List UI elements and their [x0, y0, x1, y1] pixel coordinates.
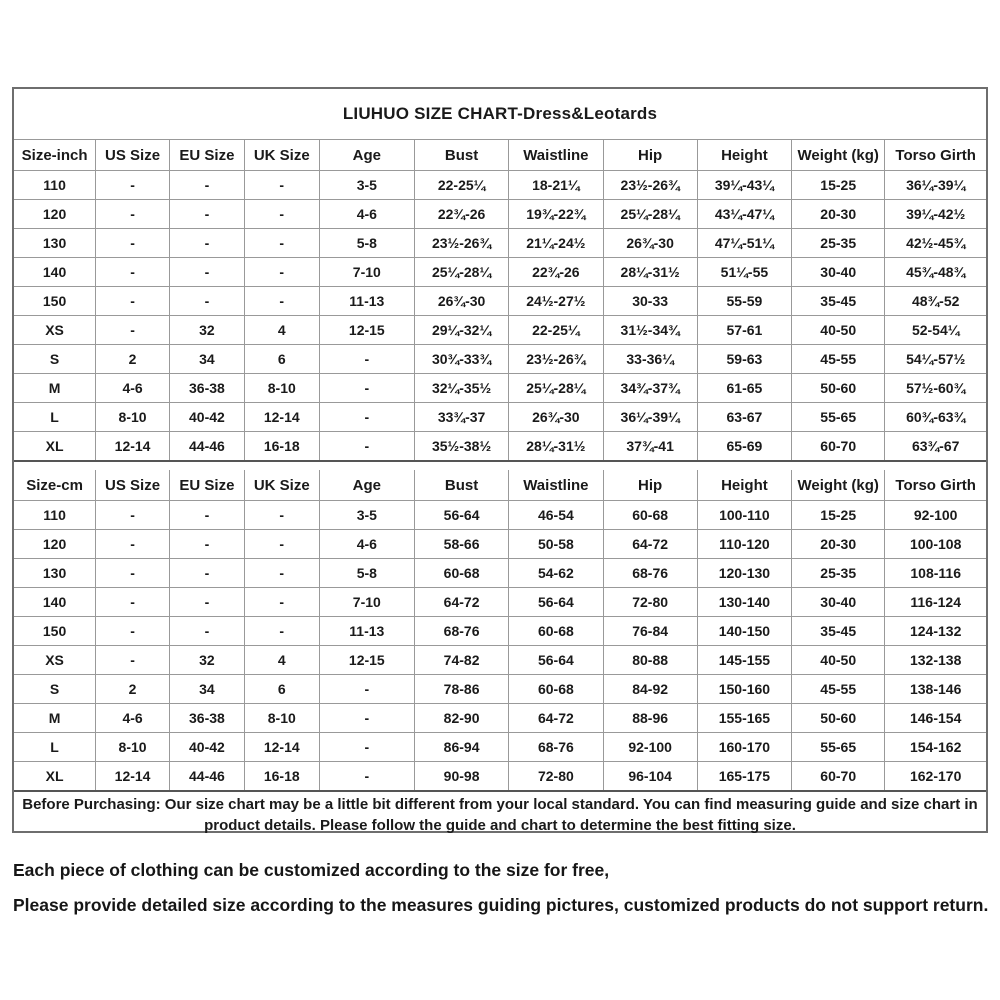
table-cell: 45-55: [792, 345, 885, 374]
table-cell: 154-162: [885, 733, 986, 762]
table-cell: 55-59: [697, 287, 791, 316]
table-cell: -: [96, 287, 170, 316]
table-row: [14, 559, 986, 588]
table-cell: 2: [96, 675, 170, 704]
table-cell: 28¼-31½: [509, 432, 603, 462]
table-cell: 116-124: [885, 588, 986, 617]
table-cell: 63-67: [697, 403, 791, 432]
table-cell: 92-100: [603, 733, 697, 762]
table-cell: 56-64: [414, 501, 508, 530]
column-header: Height: [697, 470, 791, 501]
table-cell: -: [96, 588, 170, 617]
table-row: [14, 501, 986, 530]
table-cell: 12-15: [319, 646, 414, 675]
table-cell: -: [96, 530, 170, 559]
table-cell: 46-54: [509, 501, 603, 530]
table-cell: 34: [170, 675, 245, 704]
table-cell: -: [170, 287, 245, 316]
table-cell: 60-70: [792, 762, 885, 792]
table-cell: 12-15: [319, 316, 414, 345]
column-header: Waistline: [509, 470, 603, 501]
table-cell: -: [170, 171, 245, 200]
table-cell: -: [319, 675, 414, 704]
table-cell: 32¼-35½: [414, 374, 508, 403]
table-cell: 25-35: [792, 559, 885, 588]
table-cell: 150: [14, 617, 96, 646]
column-header: UK Size: [244, 140, 319, 171]
table-cell: 25¼-28¼: [603, 200, 697, 229]
table-cell: 36-38: [170, 374, 245, 403]
table-cell: -: [244, 559, 319, 588]
size-cm-header-row: [14, 470, 986, 501]
table-cell: 65-69: [697, 432, 791, 462]
table-cell: 84-92: [603, 675, 697, 704]
table-cell: 80-88: [603, 646, 697, 675]
table-cell: 52-54¼: [885, 316, 986, 345]
table-cell: 32: [170, 646, 245, 675]
customization-note-line2: Please provide detailed size according to the measures guiding pictures, customized products do not support return.: [13, 895, 989, 915]
table-cell: 56-64: [509, 646, 603, 675]
table-cell: 30-40: [792, 588, 885, 617]
table-cell: -: [170, 501, 245, 530]
size-chart-panel: [12, 87, 988, 833]
table-row: [14, 200, 986, 229]
table-cell: 55-65: [792, 733, 885, 762]
table-cell: 36-38: [170, 704, 245, 733]
table-cell: -: [96, 171, 170, 200]
table-cell: 78-86: [414, 675, 508, 704]
table-cell: -: [244, 287, 319, 316]
table-cell: XL: [14, 432, 96, 462]
table-cell: 22¾-26: [414, 200, 508, 229]
table-cell: 130-140: [697, 588, 791, 617]
table-cell: 7-10: [319, 258, 414, 287]
column-header: Height: [697, 140, 791, 171]
table-cell: 36¼-39¼: [603, 403, 697, 432]
table-cell: 96-104: [603, 762, 697, 792]
table-cell: -: [319, 733, 414, 762]
table-cell: 42½-45¾: [885, 229, 986, 258]
column-header: Size-inch: [14, 140, 96, 171]
column-header: Age: [319, 470, 414, 501]
table-cell: -: [170, 617, 245, 646]
table-row: [14, 229, 986, 258]
table-cell: 61-65: [697, 374, 791, 403]
table-cell: XS: [14, 316, 96, 345]
table-cell: 15-25: [792, 501, 885, 530]
table-row: [14, 675, 986, 704]
table-cell: 58-66: [414, 530, 508, 559]
table-cell: 40-42: [170, 403, 245, 432]
table-cell: 60-68: [509, 675, 603, 704]
table-cell: M: [14, 704, 96, 733]
table-cell: 3-5: [319, 171, 414, 200]
table-cell: 12-14: [244, 403, 319, 432]
table-cell: 7-10: [319, 588, 414, 617]
table-cell: -: [319, 704, 414, 733]
table-cell: 20-30: [792, 200, 885, 229]
table-cell: -: [170, 588, 245, 617]
table-cell: 23½-26¾: [414, 229, 508, 258]
table-cell: 130: [14, 229, 96, 258]
table-cell: 140: [14, 588, 96, 617]
column-header: Age: [319, 140, 414, 171]
table-cell: -: [244, 530, 319, 559]
table-cell: -: [170, 530, 245, 559]
table-cell: 57-61: [697, 316, 791, 345]
table-cell: -: [96, 617, 170, 646]
table-cell: 5-8: [319, 229, 414, 258]
table-cell: 6: [244, 345, 319, 374]
column-header: EU Size: [170, 140, 245, 171]
table-row: [14, 171, 986, 200]
table-cell: 140-150: [697, 617, 791, 646]
table-row: [14, 403, 986, 432]
table-row: [14, 530, 986, 559]
table-cell: 60-68: [603, 501, 697, 530]
table-row: [14, 345, 986, 374]
table-cell: 4-6: [319, 530, 414, 559]
table-cell: -: [96, 200, 170, 229]
table-cell: 82-90: [414, 704, 508, 733]
table-cell: -: [96, 559, 170, 588]
table-cell: -: [170, 229, 245, 258]
table-cell: 30-33: [603, 287, 697, 316]
table-cell: 108-116: [885, 559, 986, 588]
table-cell: 63¾-67: [885, 432, 986, 462]
table-cell: -: [319, 762, 414, 792]
table-cell: 68-76: [509, 733, 603, 762]
table-cell: 40-42: [170, 733, 245, 762]
table-cell: -: [244, 501, 319, 530]
table-cell: 28¼-31½: [603, 258, 697, 287]
table-cell: 25¼-28¼: [509, 374, 603, 403]
table-cell: 35-45: [792, 287, 885, 316]
table-cell: 31½-34¾: [603, 316, 697, 345]
table-cell: 44-46: [170, 762, 245, 792]
table-cell: 40-50: [792, 646, 885, 675]
column-header: Torso Girth: [885, 470, 986, 501]
table-cell: S: [14, 345, 96, 374]
table-cell: 15-25: [792, 171, 885, 200]
table-cell: 72-80: [603, 588, 697, 617]
table-cell: 4-6: [319, 200, 414, 229]
table-cell: L: [14, 403, 96, 432]
purchase-note: [14, 792, 986, 838]
table-cell: 29¼-32¼: [414, 316, 508, 345]
table-cell: 50-60: [792, 704, 885, 733]
table-cell: 146-154: [885, 704, 986, 733]
table-cell: 11-13: [319, 617, 414, 646]
table-cell: 51¼-55: [697, 258, 791, 287]
size-inch-table: [14, 140, 986, 462]
table-cell: 4-6: [96, 704, 170, 733]
table-cell: M: [14, 374, 96, 403]
table-cell: 36¼-39¼: [885, 171, 986, 200]
table-cell: S: [14, 675, 96, 704]
table-cell: 100-108: [885, 530, 986, 559]
table-cell: 20-30: [792, 530, 885, 559]
table-cell: 110: [14, 171, 96, 200]
table-cell: 12-14: [244, 733, 319, 762]
table-cell: 56-64: [509, 588, 603, 617]
table-cell: 150: [14, 287, 96, 316]
table-cell: 130: [14, 559, 96, 588]
table-row: [14, 646, 986, 675]
table-cell: -: [244, 588, 319, 617]
table-cell: 22-25¼: [414, 171, 508, 200]
table-cell: 86-94: [414, 733, 508, 762]
table-cell: -: [96, 258, 170, 287]
table-cell: -: [244, 258, 319, 287]
table-cell: 60-68: [414, 559, 508, 588]
table-cell: 120-130: [697, 559, 791, 588]
customization-note-line1: Each piece of clothing can be customized according to the size for free,: [13, 860, 610, 880]
size-cm-table: [14, 470, 986, 792]
table-cell: 60-68: [509, 617, 603, 646]
table-row: [14, 704, 986, 733]
table-cell: 120: [14, 530, 96, 559]
table-cell: 18-21¼: [509, 171, 603, 200]
table-cell: 50-58: [509, 530, 603, 559]
table-cell: 24½-27½: [509, 287, 603, 316]
table-cell: -: [170, 559, 245, 588]
table-cell: 138-146: [885, 675, 986, 704]
table-cell: 26¾-30: [414, 287, 508, 316]
table-cell: 54¼-57½: [885, 345, 986, 374]
table-cell: 39¼-43¼: [697, 171, 791, 200]
table-row: [14, 588, 986, 617]
table-cell: 34: [170, 345, 245, 374]
table-cell: 16-18: [244, 432, 319, 462]
purchase-note-text: Before Purchasing: Our size chart may be a little bit different from your local standard. You can find measuring guide and size chart in product details. Please follow the guide and chart to determine the best fitting size.: [22, 796, 978, 834]
table-row: [14, 258, 986, 287]
table-cell: -: [244, 200, 319, 229]
table-cell: 155-165: [697, 704, 791, 733]
table-cell: 35½-38½: [414, 432, 508, 462]
table-cell: XS: [14, 646, 96, 675]
column-header: Hip: [603, 140, 697, 171]
table-cell: 60¾-63¾: [885, 403, 986, 432]
table-cell: -: [170, 258, 245, 287]
table-cell: 76-84: [603, 617, 697, 646]
column-header: Weight (kg): [792, 470, 885, 501]
column-header: EU Size: [170, 470, 245, 501]
table-cell: 8-10: [244, 374, 319, 403]
table-cell: -: [96, 316, 170, 345]
table-cell: 132-138: [885, 646, 986, 675]
column-header: Hip: [603, 470, 697, 501]
table-cell: 140: [14, 258, 96, 287]
table-cell: 30-40: [792, 258, 885, 287]
table-cell: 50-60: [792, 374, 885, 403]
table-cell: 45-55: [792, 675, 885, 704]
table-cell: 145-155: [697, 646, 791, 675]
table-cell: 2: [96, 345, 170, 374]
table-cell: 64-72: [509, 704, 603, 733]
table-cell: 32: [170, 316, 245, 345]
table-row: [14, 432, 986, 462]
table-cell: 8-10: [96, 403, 170, 432]
table-cell: 5-8: [319, 559, 414, 588]
table-cell: 120: [14, 200, 96, 229]
table-cell: 54-62: [509, 559, 603, 588]
table-cell: 37¾-41: [603, 432, 697, 462]
table-cell: 68-76: [414, 617, 508, 646]
table-cell: 88-96: [603, 704, 697, 733]
table-cell: L: [14, 733, 96, 762]
table-row: [14, 733, 986, 762]
table-cell: 40-50: [792, 316, 885, 345]
column-header: UK Size: [244, 470, 319, 501]
table-cell: -: [244, 617, 319, 646]
table-cell: 47¼-51¼: [697, 229, 791, 258]
table-cell: 33-36¼: [603, 345, 697, 374]
table-cell: 21¼-24½: [509, 229, 603, 258]
table-cell: 150-160: [697, 675, 791, 704]
column-header: Weight (kg): [792, 140, 885, 171]
table-cell: -: [319, 374, 414, 403]
table-cell: 57½-60¾: [885, 374, 986, 403]
table-cell: 45¾-48¾: [885, 258, 986, 287]
table-cell: 22-25¼: [509, 316, 603, 345]
table-cell: 64-72: [603, 530, 697, 559]
size-chart-title: LIUHUO SIZE CHART-Dress&Leotards: [14, 89, 986, 140]
table-cell: 64-72: [414, 588, 508, 617]
column-header: US Size: [96, 140, 170, 171]
table-cell: 110: [14, 501, 96, 530]
table-cell: 124-132: [885, 617, 986, 646]
table-cell: -: [319, 403, 414, 432]
table-cell: 165-175: [697, 762, 791, 792]
table-cell: 6: [244, 675, 319, 704]
table-cell: -: [319, 345, 414, 374]
table-cell: 35-45: [792, 617, 885, 646]
table-cell: 59-63: [697, 345, 791, 374]
table-cell: -: [244, 171, 319, 200]
table-cell: 4-6: [96, 374, 170, 403]
table-cell: 90-98: [414, 762, 508, 792]
table-cell: 33¾-37: [414, 403, 508, 432]
table-cell: 8-10: [244, 704, 319, 733]
table-cell: 162-170: [885, 762, 986, 792]
table-cell: 11-13: [319, 287, 414, 316]
table-cell: 68-76: [603, 559, 697, 588]
table-cell: 92-100: [885, 501, 986, 530]
table-cell: 26¾-30: [603, 229, 697, 258]
table-cell: -: [319, 432, 414, 462]
table-cell: 22¾-26: [509, 258, 603, 287]
table-cell: 30¾-33¾: [414, 345, 508, 374]
table-cell: 12-14: [96, 432, 170, 462]
table-cell: -: [96, 229, 170, 258]
table-cell: 160-170: [697, 733, 791, 762]
table-cell: 100-110: [697, 501, 791, 530]
table-row: [14, 762, 986, 792]
table-row: [14, 374, 986, 403]
table-cell: 4: [244, 316, 319, 345]
table-cell: 72-80: [509, 762, 603, 792]
table-cell: 60-70: [792, 432, 885, 462]
column-header: Torso Girth: [885, 140, 986, 171]
column-header: US Size: [96, 470, 170, 501]
table-cell: 23½-26¾: [603, 171, 697, 200]
table-cell: 16-18: [244, 762, 319, 792]
table-cell: 43¼-47¼: [697, 200, 791, 229]
column-header: Size-cm: [14, 470, 96, 501]
table-cell: 25-35: [792, 229, 885, 258]
table-cell: -: [170, 200, 245, 229]
table-cell: 25¼-28¼: [414, 258, 508, 287]
table-cell: 44-46: [170, 432, 245, 462]
table-cell: 26¾-30: [509, 403, 603, 432]
table-cell: 55-65: [792, 403, 885, 432]
column-header: Bust: [414, 140, 508, 171]
table-row: [14, 617, 986, 646]
table-cell: 19¾-22¾: [509, 200, 603, 229]
table-cell: 8-10: [96, 733, 170, 762]
table-cell: -: [244, 229, 319, 258]
table-row: [14, 316, 986, 345]
column-header: Waistline: [509, 140, 603, 171]
table-cell: 110-120: [697, 530, 791, 559]
size-inch-header-row: [14, 140, 986, 171]
table-separator: [14, 462, 986, 470]
table-cell: 3-5: [319, 501, 414, 530]
table-cell: 34¾-37¾: [603, 374, 697, 403]
table-cell: -: [96, 501, 170, 530]
table-cell: XL: [14, 762, 96, 792]
table-cell: 48¾-52: [885, 287, 986, 316]
table-cell: 4: [244, 646, 319, 675]
column-header: Bust: [414, 470, 508, 501]
table-cell: 74-82: [414, 646, 508, 675]
table-cell: -: [96, 646, 170, 675]
table-cell: 12-14: [96, 762, 170, 792]
table-row: [14, 287, 986, 316]
table-cell: 39¼-42½: [885, 200, 986, 229]
table-cell: 23½-26¾: [509, 345, 603, 374]
